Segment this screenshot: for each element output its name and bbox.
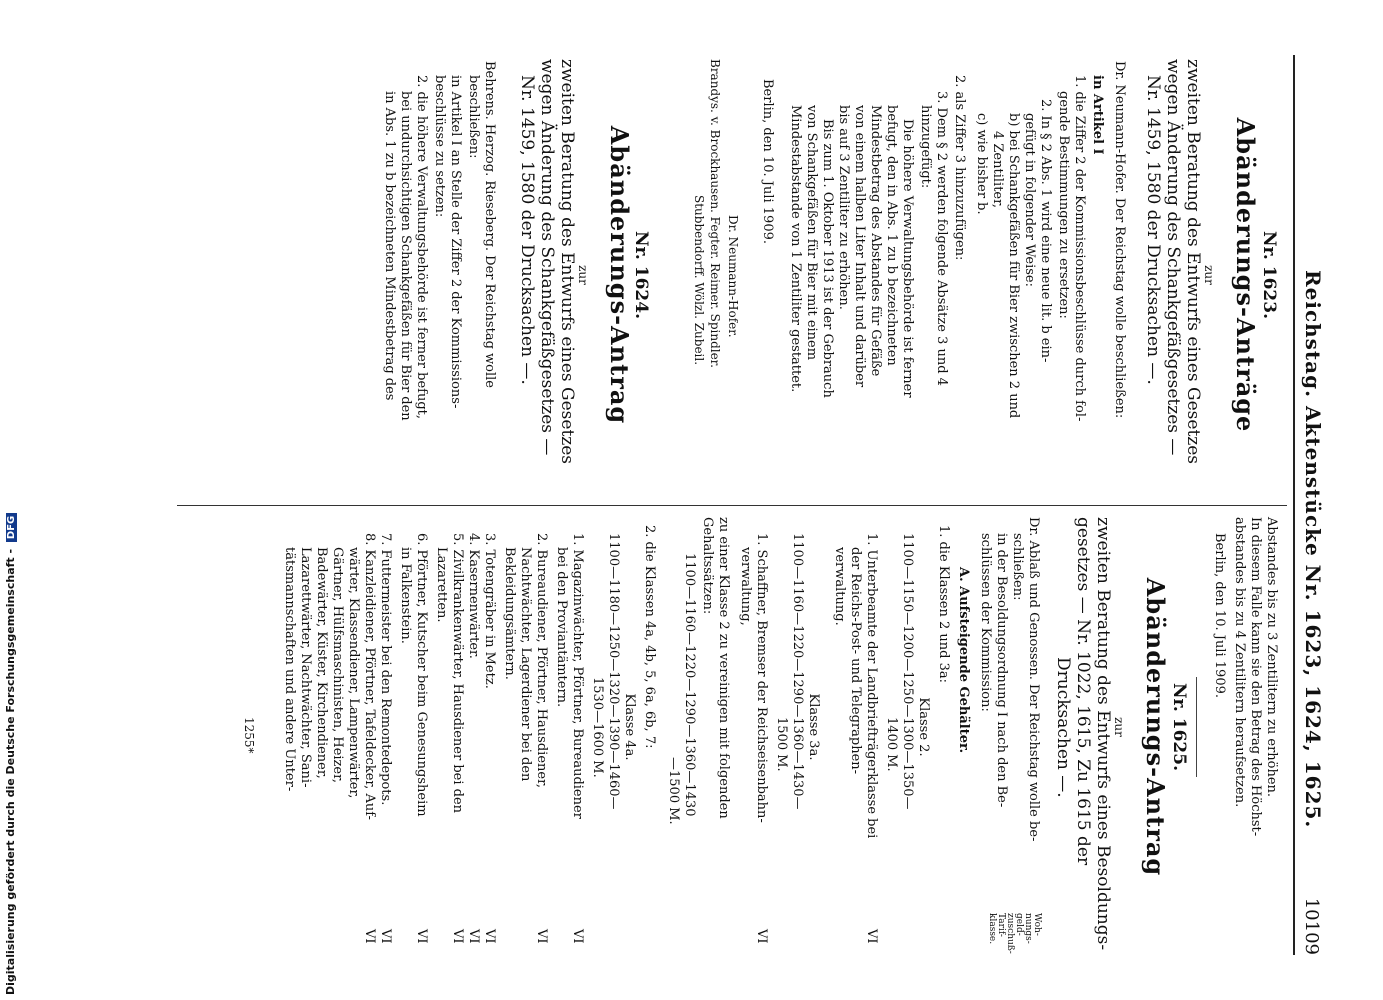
- digitization-credit: [4, 10, 18, 995]
- klasse-2-heading: Klasse 2.: [916, 697, 931, 757]
- list-item: Lazaretten.: [434, 547, 449, 623]
- antrag-1623-line: von einem halben Liter Inhalt und darüber: [852, 105, 867, 388]
- antrag-1623-zur: zur: [1202, 265, 1216, 285]
- antrag-1623-subtitle-3: Nr. 1459, 1580 der Drucksachen —.: [1143, 75, 1163, 385]
- antrag-1624-title: Abänderungs-Antrag: [605, 125, 634, 425]
- list-item: 2. Bureaudiener, Pförtner, Hausdiener,: [534, 533, 549, 789]
- list-item: 1. Magazinwächter, Pförtner, Bureaudiener: [570, 533, 585, 819]
- page-footer-note: 1255*: [242, 717, 256, 754]
- merge-text: 1100—1160—1220—1290—1360—1430: [682, 553, 697, 817]
- klasse-3a-item: verwaltung,: [738, 547, 753, 626]
- antrag-1623-line: c) wie bisher b.: [974, 113, 989, 215]
- list-item: 6. Pförtner, Kutscher beim Genesungsheim: [414, 533, 429, 817]
- merge-text: —1500 M.: [666, 757, 681, 825]
- left-column: [90, 55, 1287, 495]
- klasse-2-item: 1. Unterbeamte der Landbriefträgerklasse bei: [864, 533, 879, 839]
- header-title: Reichstag. Aktenstücke Nr. 1623, 1624, 1625.: [1301, 270, 1325, 829]
- tarif-class: VI: [754, 929, 769, 944]
- antrag-1623-line: von Schankgefäßen für Bier mit einem: [804, 105, 819, 361]
- antrag-1623-line: b) bei Schankgefäßen für Bier zwischen 2 und: [1006, 113, 1021, 419]
- antrag-1623-title: Abänderungs-Anträge: [1231, 117, 1260, 433]
- klasse-3a-scale: 1100—1160—1220—1290—1360—1430—: [790, 533, 805, 810]
- list-item: 8. Kanzleidiener, Pförtner, Tafeldecker, Auf-: [362, 533, 377, 820]
- antrag-1623-cosigners-1: Brandys. v. Brockhausen. Fegter. Reimer. Spindler.: [708, 59, 722, 368]
- antrag-1623-line: befugt, den in Abs. 1 zu b bezeichneten: [884, 105, 899, 366]
- antrag-1623-line: Die höhere Verwaltungsbehörde ist ferner: [900, 119, 915, 398]
- klasse-4a-scale: 1530—1600 M.: [590, 677, 605, 778]
- tarif-class: VI: [864, 929, 879, 944]
- antrag-1623-line: 4 Zentiliter,: [990, 131, 1005, 209]
- list-item: 3. Totengräber in Metz.: [482, 533, 497, 689]
- tarif-class: VI: [534, 929, 549, 944]
- item-intro: 1. die Klassen 2 und 3a:: [936, 525, 951, 684]
- section-divider: [1196, 677, 1197, 777]
- antrag-1623-date: Berlin, den 10. Juli 1909.: [760, 79, 775, 244]
- antrag-1624-subtitle-3: Nr. 1459, 1580 der Drucksachen —.: [517, 75, 537, 385]
- list-item: 7. Futtermeister bei den Remontedepots.: [378, 533, 393, 806]
- antrag-1625-zur: zur: [1112, 717, 1126, 737]
- antrag-1624-line: beschlüsse zu setzen:: [432, 75, 447, 218]
- antrag-1623-line: 1. die Ziffer 2 der Kommissionsbeschlüsse durch fol-: [1072, 75, 1087, 422]
- page-number: 10109: [1301, 897, 1322, 955]
- antrag-1625-number: Nr. 1625.: [1169, 682, 1189, 771]
- antrag-1623-line: 2. als Ziffer 3 hinzuzufügen:: [952, 75, 967, 261]
- item-intro: 2. die Klassen 4a, 4b, 5, 6a, 6b, 7:: [642, 525, 657, 749]
- page-header: [1293, 55, 1325, 955]
- tarif-class: VI: [482, 929, 497, 944]
- antrag-1625-intro: Dr. Ablaß und Genossen. Der Reichstag wolle be-: [1026, 517, 1041, 842]
- klasse-3a-scale: 1500 M.: [774, 717, 789, 772]
- antrag-1624-line: in Artikel I an Stelle der Ziffer 2 der Kommissions-: [448, 75, 463, 409]
- antrag-1624-line: in Abs. 1 zu b bezeichneten Mindestbetrag des: [382, 91, 397, 401]
- antrag-1625-intro: in der Besoldungsordnung I nach den Be-: [994, 533, 1009, 808]
- klasse-4a-scale: 1100—1180—1250—1320—1390—1460—: [606, 533, 621, 810]
- tarif-class: VI: [570, 929, 585, 944]
- antrag-1623-line: 3. Dem § 2 werden folgende Absätze 3 und 4: [934, 91, 949, 386]
- antrag-1624-number: Nr. 1624.: [631, 230, 651, 319]
- antrag-1623-cosigners-2: Stubbendorff. Wölzl. Zubeil.: [692, 195, 706, 366]
- klasse-3a-heading: Klasse 3a.: [806, 693, 821, 761]
- list-item: tätsmannschaften und andere Unter-: [282, 547, 297, 792]
- list-item: in Falkenstein.: [398, 547, 413, 644]
- document-page: [90, 55, 1325, 955]
- antrag-1624-line: bei undurchsichtigen Schankgefäßen für Bier den: [398, 91, 413, 421]
- tarif-class: VI: [362, 929, 377, 944]
- antrag-1625-subtitle-1: zweiten Beratung des Entwurfs eines Besoldungs-: [1093, 517, 1113, 951]
- antrag-1623-line: hinzugefügt:: [918, 105, 933, 189]
- klasse-3a-item: 1. Schaffner, Bremser der Reichseisenbahn-: [754, 533, 769, 823]
- section-heading: A. Aufsteigende Gehälter.: [956, 567, 971, 754]
- antrag-1625-intro: schließen:: [1010, 533, 1025, 601]
- antrag-1623-line: bis auf 3 Zentiliter zu erhöhen.: [836, 105, 851, 310]
- list-item: 5. Zivilkrankenwärter, Hausdiener bei den: [450, 533, 465, 814]
- klasse-2-scale: 1100—1150—1200—1250—1300—1350—: [900, 533, 915, 810]
- antrag-1623-subtitle-1: zweiten Beratung des Entwurfs eines Gesetzes: [1183, 59, 1203, 465]
- column-divider: [177, 505, 1287, 506]
- klasse-4a-heading: Klasse 4a.: [622, 693, 637, 761]
- klasse-2-item: verwaltung.: [832, 547, 847, 626]
- merge-text: zu einer Klasse 2 zu vereinigen mit folgenden: [716, 517, 731, 819]
- antrag-1623-line: Mindestabstande von 1 Zentiliter gestattet.: [788, 105, 803, 393]
- antrag-1623-line: gefügt in folgender Weise:: [1022, 113, 1037, 287]
- antrag-1623-line: 2. In § 2 Abs. 1 wird eine neue lit. b ein-: [1038, 99, 1053, 363]
- digitization-text: Digitalisierung gefördert durch die Deutsche Forschungsgemeinschaft -: [4, 548, 17, 995]
- tarif-class: VI: [466, 929, 481, 944]
- antrag-1623-subtitle-2: wegen Änderung des Schankgefäßgesetzes —: [1163, 59, 1183, 456]
- antrag-1624-subtitle-1: zweiten Beratung des Entwurfs eines Gesetzes: [557, 59, 577, 465]
- antrag-1623-line: in Artikel I: [1090, 75, 1105, 155]
- antrag-1624-zur: zur: [576, 265, 590, 285]
- list-item: Gärtner, Hülfsmaschinisten, Heizer,: [330, 547, 345, 784]
- antrag-1625-title: Abänderungs-Antrag: [1141, 577, 1170, 877]
- klasse-2-scale: 1400 M.: [884, 717, 899, 772]
- antrag-1623-line: Dr. Neumann-Hofer. Der Reichstag wolle beschließen:: [1112, 61, 1127, 419]
- tarif-class: VI: [450, 929, 465, 944]
- list-item: Nachtwächter, Lagerdiener bei den: [518, 547, 533, 782]
- list-item: Lazarettwärter, Nachtwächter, Sani-: [298, 547, 313, 788]
- antrag-1624-line: 2. die höhere Verwaltungsbehörde ist ferner befugt,: [414, 75, 429, 420]
- list-item: Bekleidungsämtern.: [502, 547, 517, 680]
- list-item: Badewärter, Küster, Kirchendiener,: [314, 547, 329, 779]
- antrag-1623-line: Bis zum 1. Oktober 1913 ist der Gebrauch: [820, 119, 835, 398]
- continuation-date: Berlin, den 10. Juli 1909.: [1212, 533, 1227, 698]
- antrag-1624-line: Behrens. Herzog. Rieseberg. Der Reichstag wolle: [482, 61, 497, 388]
- antrag-1623-line: gende Bestimmungen zu ersetzen:: [1056, 91, 1071, 319]
- antrag-1625-intro: schlüssen der Kommission:: [978, 533, 993, 712]
- continuation-line: Abstandes bis zu 3 Zentilitern zu erhöhen.: [1264, 517, 1279, 798]
- antrag-1624-subtitle-2: wegen Änderung des Schankgefäßgesetzes —: [537, 59, 557, 456]
- antrag-1625-subtitle-3: Drucksachen —.: [1053, 657, 1073, 798]
- list-item: 4. Kasernenwärter.: [466, 533, 481, 659]
- antrag-1624-line: beschließen:: [466, 75, 481, 159]
- side-note: Woh-nungs-geld-zuschuß-Tarif-klasse.: [987, 913, 1042, 954]
- klasse-2-item: der Reichs-Post- und Telegraphen-: [848, 547, 863, 775]
- antrag-1625-subtitle-2: gesetzes — Nr. 1022, 1615, Zu 1615 der: [1073, 517, 1093, 866]
- continuation-line: In diesem Falle kann sie den Betrag des Höchst-: [1248, 517, 1263, 837]
- list-item: bei den Proviantämtern.: [554, 547, 569, 708]
- right-column: [90, 517, 1287, 955]
- antrag-1623-signature: Dr. Neumann-Hofer.: [726, 215, 740, 338]
- merge-text: Gehaltssätzen:: [700, 517, 715, 615]
- tarif-class: VI: [378, 929, 393, 944]
- antrag-1623-number: Nr. 1623.: [1259, 230, 1279, 319]
- continuation-line: abstandes bis zu 4 Zentilitern heraufsetzen.: [1232, 517, 1247, 808]
- tarif-class: VI: [414, 929, 429, 944]
- dfg-logo: DFG: [6, 513, 17, 542]
- antrag-1623-line: Mindestbetrag des Abstandes für Gefäße: [868, 105, 883, 377]
- list-item: wärter, Klassendiener, Lampenwärter,: [346, 547, 361, 799]
